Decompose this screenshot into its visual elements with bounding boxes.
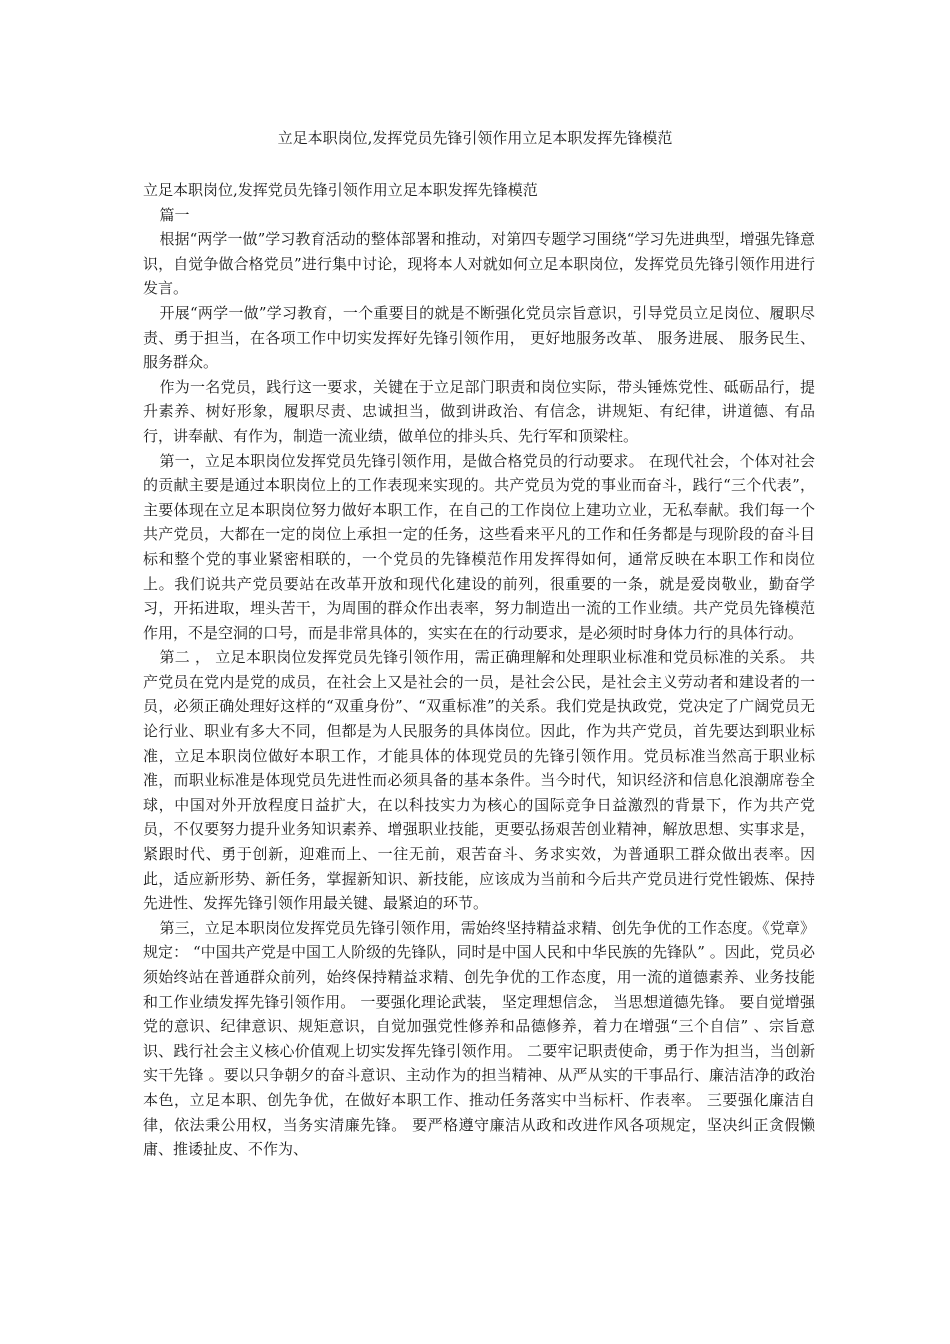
- paragraph-purpose: 开展“两学一做”学习教育，一个重要目的就是不断强化党员宗旨意识，引导党员立足岗位、履职尽责、勇于担当，在各项工作中切实发挥好先锋引领作用， 更好地服务改革、 服务进展、 服务民生、 服务群众。: [143, 303, 815, 372]
- document-body: [143, 178, 815, 1162]
- paragraph-point-three: 第三，立足本职岗位发挥党员先锋引领作用，需始终坚持精益求精、创先争优的工作态度。《党章》规定： “中国共产党是中国工人阶级的先锋队，同时是中国人民和中华民族的先锋队” 。因此，党员必须始终站在普通群众前列，始终保持精益求精、创先争优的工作态度，用一流的道德素养、业务技能和工作业绩发挥先锋引领作用。 一要强化理论武装， 坚定理想信念， 当思想道德先锋。 要自觉增强党的意识、纪律意识、规矩意识，自觉加强党性修养和品德修养，着力在增强“三个自信” 、宗旨意识、践行社会主义核心价值观上切实发挥先锋引领作用。 二要牢记职责使命，勇于作为担当，当创新实干先锋 。要以只争朝夕的奋斗意识、主动作为的担当精神、从严从实的干事品行、廉洁洁净的政治本色，立足本职、创先争优，在做好本职工作、推动任务落实中当标杆、作表率。 三要强化廉洁自律，依法秉公用权，当务实清廉先锋。 要严格遵守廉洁从政和改进作风各项规定，坚决纠正贪假懒庸、推诿扯皮、不作为、: [143, 918, 815, 1159]
- document-title: 立足本职岗位,发挥党员先锋引领作用立足本职发挥先锋模范: [277, 129, 673, 147]
- paragraph-requirement: 作为一名党员，践行这一要求，关键在于立足部门职责和岗位实际，带头锤炼党性、砥砺品行，提升素养、树好形象，履职尽责、忠诚担当，做到讲政治、有信念，讲规矩、有纪律，讲道德、有品行，讲奉献、有作为，制造一流业绩，做单位的排头兵、先行军和顶梁柱。: [143, 377, 815, 445]
- paragraph-intro: 根据“两学一做”学习教育活动的整体部署和推动，对第四专题学习围绕“学习先进典型，增强先锋意识，自觉争做合格党员”进行集中讨论，现将本人对就如何立足本职岗位，发挥党员先锋引领作用进行发言。: [143, 230, 815, 298]
- section-label: 篇一: [159, 205, 190, 224]
- paragraph-point-one: 第一，立足本职岗位发挥党员先锋引领作用，是做合格党员的行动要求。 在现代社会，个体对社会的贡献主要是通过本职岗位上的工作表现来实现的。共产党员为党的事业而奋斗，践行“三个代表”，主要体现在立足本职岗位努力做好本职工作，在自己的工作岗位上建功立业，无私奉献。我们每一个共产党员，大都在一定的岗位上承担一定的任务，这些看来平凡的工作和任务都是与现阶段的奋斗目标和整个党的事业紧密相联的，一个党员的先锋模范作用发挥得如何，通常反映在本职工作和岗位上。我们说共产党员要站在改革开放和现代化建设的前列，很重要的一条，就是爱岗敬业，勤奋学习，开拓进取，埋头苦干，为周围的群众作出表率，努力制造出一流的工作业绩。共产党员先锋模范作用，不是空洞的口号，而是非常具体的，实实在在的行动要求，是必须时时身体力行的具体行动。: [143, 451, 815, 642]
- document-subtitle: 立足本职岗位,发挥党员先锋引领作用立足本职发挥先锋模范: [143, 181, 538, 199]
- paragraph-point-two: 第二 ， 立足本职岗位发挥党员先锋引领作用，需正确理解和处理职业标准和党员标准的关系。 共产党员在党内是党的成员，在社会上又是社会的一员，是社会公民，是社会主义劳动者和建设者的一员，必须正确处理好这样的“双重身份”、“双重标准”的关系。我们党是执政党，党决定了广阔党员无论行业、职业有多大不同，但都是为人民服务的具体岗位。因此，作为共产党员，首先要达到职业标准，立足本职岗位做好本职工作，才能具体的体现党员的先锋引领作用。党员标准当然高于职业标准，而职业标准是体现党员先进性而必须具备的基本条件。当今时代，知识经济和信息化浪潮席卷全球，中国对外开放程度日益扩大，在以科技实力为核心的国际竞争日益激烈的背景下，作为共产党员，不仅要努力提升业务知识素养、增强职业技能，更要弘扬艰苦创业精神，解放思想、实事求是，紧跟时代、勇于创新，迎难而上、一往无前，艰苦奋斗、务求实效，为普通职工群众做出表率。因此，适应新形势、新任务，掌握新知识、新技能，应该成为当前和今后共产党员进行党性锻炼、保持先进性、发挥先锋引领作用最关键、最紧迫的环节。: [143, 648, 815, 913]
